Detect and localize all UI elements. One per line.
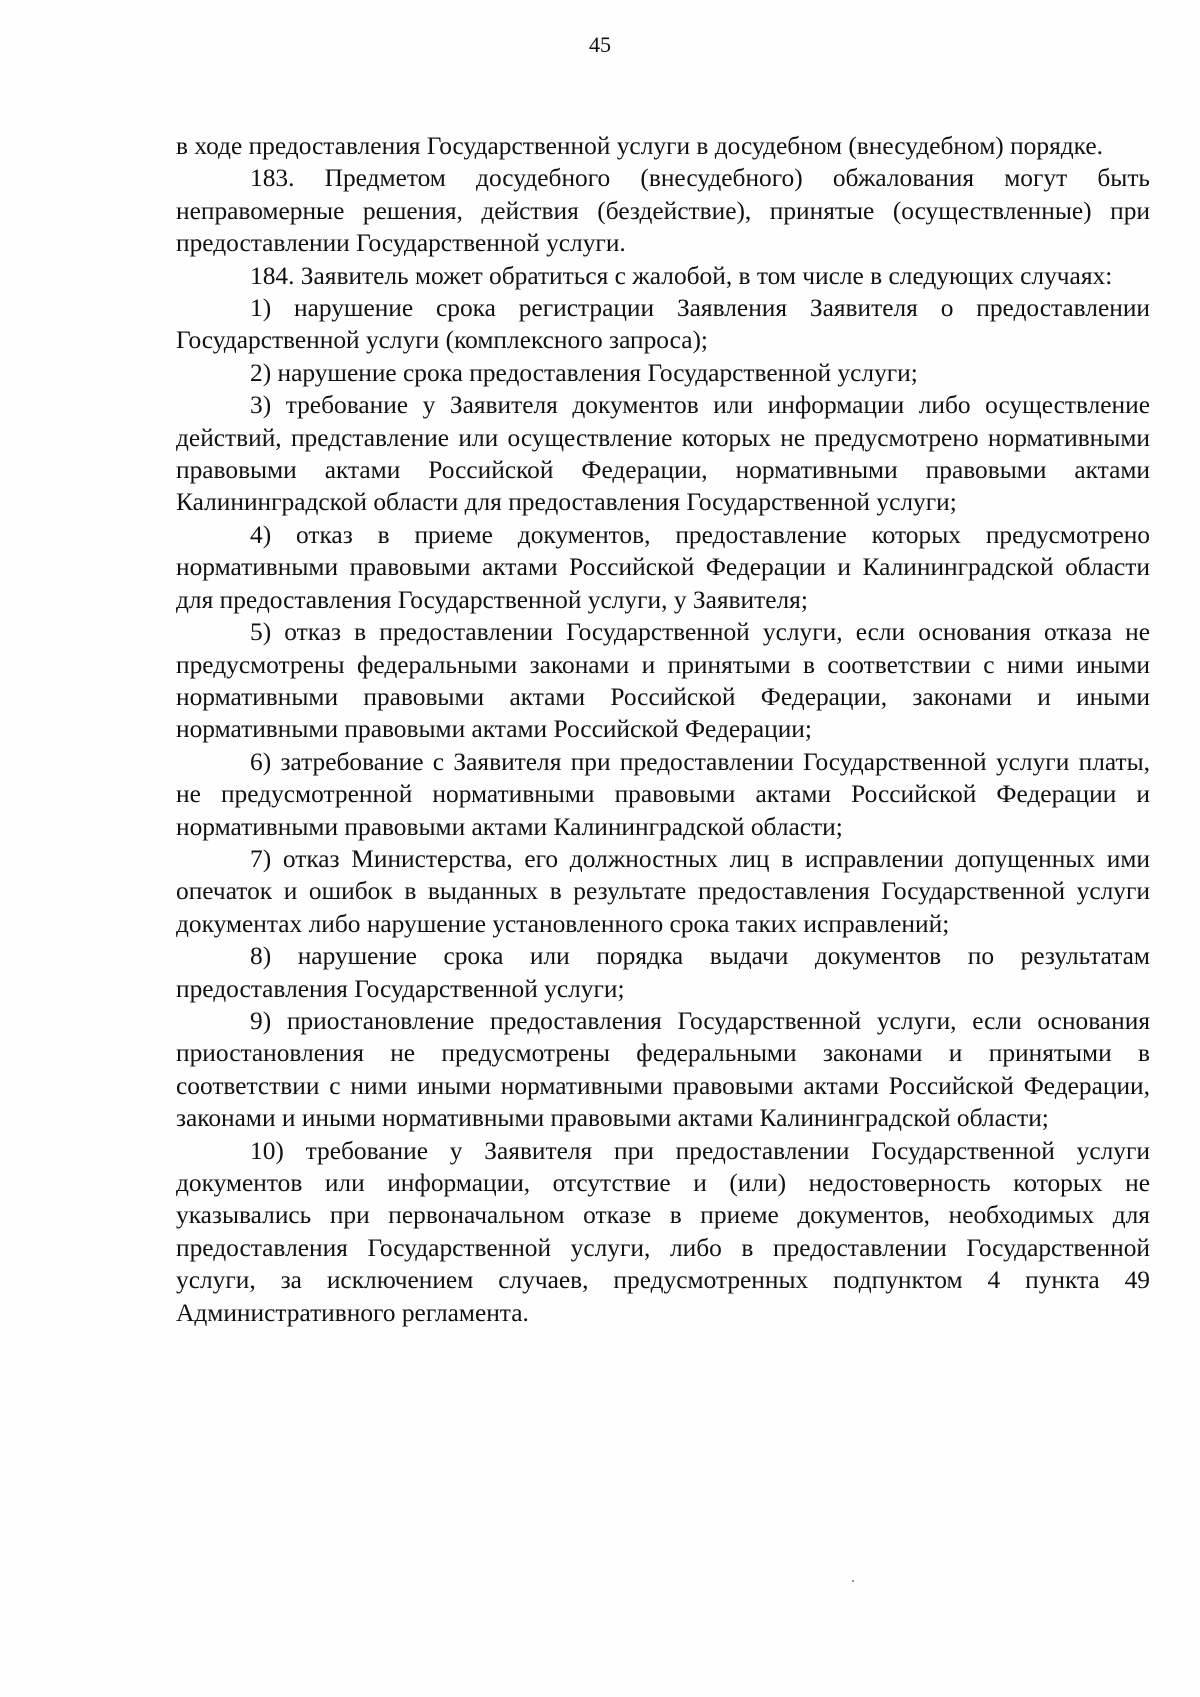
list-item-6: 6) затребование с Заявителя при предоставлении Государственной услуги платы, не предусмотренной нормативными правовыми актами Российской Федерации и нормативными правовыми актами Калининградской области;	[176, 747, 1150, 841]
list-item-2: 2) нарушение срока предоставления Государственной услуги;	[250, 358, 918, 387]
scan-speck	[852, 1580, 854, 1582]
list-item-9: 9) приостановление предоставления Государственной услуги, если основания приостановления не предусмотрены федеральными законами и принятыми в соответствии с ними иными нормативными правовыми актами Российской Федерации, законами и иными нормативными правовыми актами Калининградской области;	[176, 1006, 1150, 1133]
list-item-1: 1) нарушение срока регистрации Заявления Заявителя о предоставлении Государственной услуги (комплексного запроса);	[176, 294, 1150, 355]
list-item-7: 7) отказ Министерства, его должностных лиц в исправлении допущенных ими опечаток и ошибок в выданных в результате предоставления Государственной услуги документах либо нарушение установленного срока таких исправлений;	[176, 844, 1150, 938]
page-number: 45	[589, 32, 611, 57]
list-item-10: 10) требование у Заявителя при предоставлении Государственной услуги документов или информации, отсутствие и (или) недостоверность которых не указывались при первоначальном отказе в приеме документов, необходимых для предоставления Государственной услуги, либо в предоставлении Государственной услуги, за исключением случаев, предусмотренных подпунктом 4 пункта 49 Административного регламента.	[176, 1136, 1150, 1327]
document-body	[176, 130, 1150, 1329]
list-item-3: 3) требование у Заявителя документов или информации либо осуществление действий, представление или осуществление которых не предусмотрено нормативными правовыми актами Российской Федерации, нормативными правовыми актами Калининградской области для предоставления Государственной услуги;	[176, 391, 1150, 517]
paragraph-continuation: в ходе предоставления Государственной услуги в досудебном (внесудебном) порядке.	[176, 132, 1103, 160]
list-item-5: 5) отказ в предоставлении Государственной услуги, если основания отказа не предусмотрены федеральными законами и принятыми в соответствии с ними иными нормативными правовыми актами Российской Федерации, законами и иными нормативными правовыми актами Российской Федерации;	[176, 618, 1150, 744]
list-item-4: 4) отказ в приеме документов, предоставление которых предусмотрено нормативными правовыми актами Российской Федерации и Калининградской области для предоставления Государственной услуги, у Заявителя;	[176, 520, 1150, 614]
paragraph-183: 183. Предметом досудебного (внесудебного) обжалования могут быть неправомерные решения, действия (бездействие), принятые (осуществленные) при предоставлении Государственной услуги.	[176, 164, 1150, 258]
list-item-8: 8) нарушение срока или порядка выдачи документов по результатам предоставления Государственной услуги;	[176, 942, 1150, 1003]
paragraph-184: 184. Заявитель может обратиться с жалобой, в том числе в следующих случаях:	[250, 261, 1113, 290]
